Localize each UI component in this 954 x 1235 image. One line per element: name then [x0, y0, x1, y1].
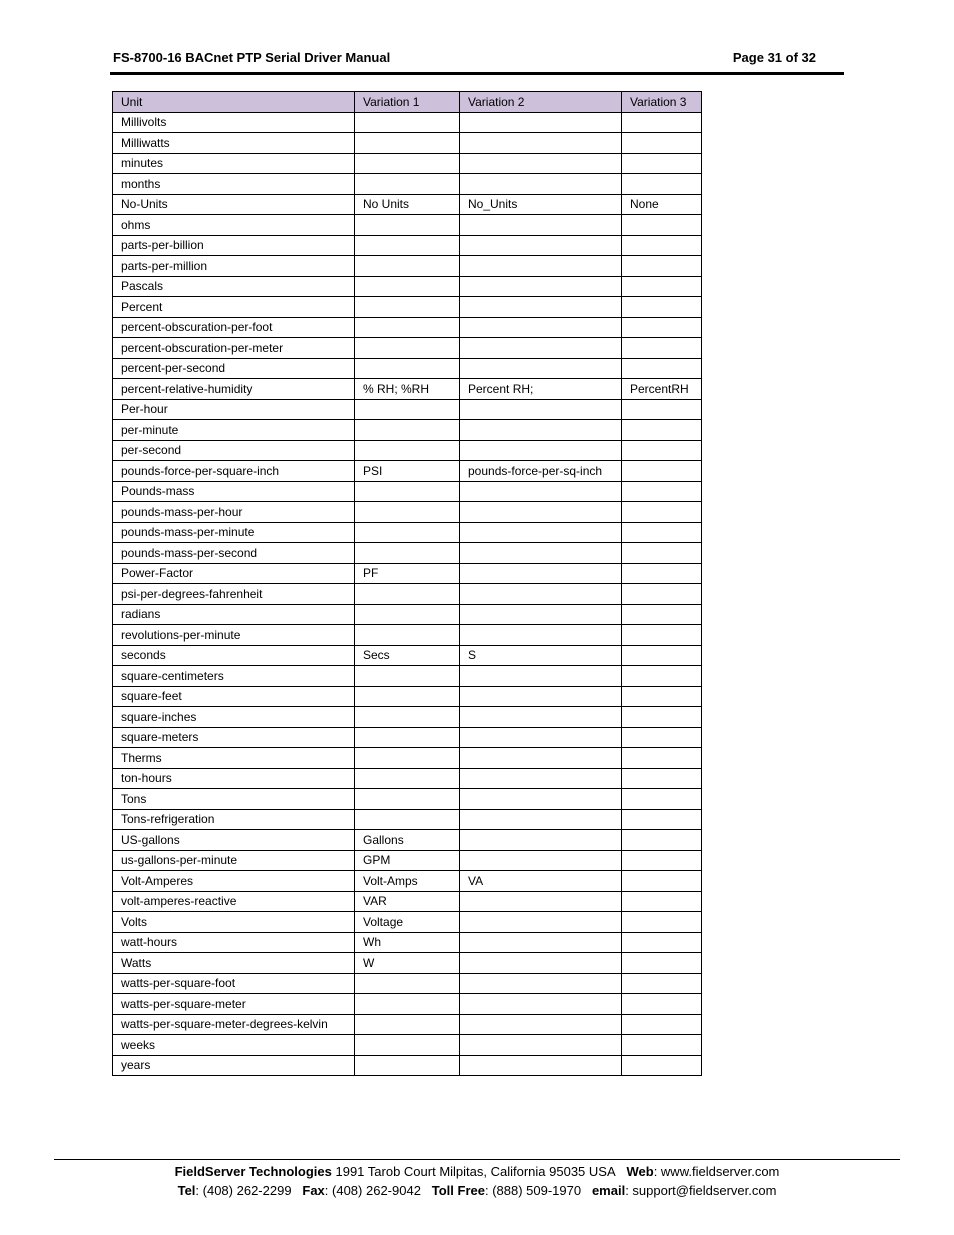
variation-2-cell — [460, 174, 622, 195]
variation-1-cell: % RH; %RH — [355, 379, 460, 400]
unit-cell: pounds-mass-per-hour — [113, 502, 355, 523]
table-row — [113, 830, 702, 851]
variation-3-cell — [622, 850, 702, 871]
unit-cell: Percent — [113, 297, 355, 318]
variation-2-cell — [460, 789, 622, 810]
variation-3-cell — [622, 420, 702, 441]
table-row — [113, 912, 702, 933]
variation-1-cell: PSI — [355, 461, 460, 482]
variation-2-cell — [460, 563, 622, 584]
column-header-unit: Unit — [113, 92, 355, 113]
variation-1-cell — [355, 399, 460, 420]
table-row — [113, 256, 702, 277]
variation-3-cell — [622, 748, 702, 769]
variation-1-cell: Wh — [355, 932, 460, 953]
variation-3-cell — [622, 830, 702, 851]
variation-2-cell — [460, 768, 622, 789]
unit-cell: square-inches — [113, 707, 355, 728]
unit-cell: square-feet — [113, 686, 355, 707]
unit-cell: weeks — [113, 1035, 355, 1056]
variation-1-cell — [355, 707, 460, 728]
table-row — [113, 1035, 702, 1056]
unit-cell: pounds-force-per-square-inch — [113, 461, 355, 482]
variation-2-cell — [460, 994, 622, 1015]
variation-3-cell: PercentRH — [622, 379, 702, 400]
variation-2-cell — [460, 748, 622, 769]
variation-1-cell — [355, 789, 460, 810]
unit-cell: Pascals — [113, 276, 355, 297]
footer-web-label: Web — [626, 1164, 654, 1179]
table-row — [113, 133, 702, 154]
variation-1-cell — [355, 481, 460, 502]
footer-address: 1991 Tarob Court Milpitas, California 95035 USA — [335, 1164, 616, 1179]
variation-3-cell — [622, 686, 702, 707]
table-row — [113, 973, 702, 994]
document-title: FS-8700-16 BACnet PTP Serial Driver Manual — [113, 50, 391, 65]
variation-2-cell — [460, 850, 622, 871]
variation-1-cell — [355, 174, 460, 195]
variation-2-cell — [460, 420, 622, 441]
variation-2-cell — [460, 153, 622, 174]
table-row — [113, 563, 702, 584]
variation-2-cell — [460, 625, 622, 646]
variation-2-cell — [460, 297, 622, 318]
unit-cell: parts-per-million — [113, 256, 355, 277]
unit-cell: Pounds-mass — [113, 481, 355, 502]
table-row — [113, 625, 702, 646]
table-row — [113, 481, 702, 502]
footer-rule — [54, 1159, 900, 1160]
variation-3-cell — [622, 522, 702, 543]
variation-3-cell — [622, 235, 702, 256]
variation-2-cell — [460, 912, 622, 933]
variation-2-cell: pounds-force-per-sq-inch — [460, 461, 622, 482]
variation-3-cell — [622, 440, 702, 461]
variation-3-cell — [622, 153, 702, 174]
variation-1-cell — [355, 420, 460, 441]
variation-3-cell — [622, 912, 702, 933]
unit-cell: Therms — [113, 748, 355, 769]
unit-cell: square-centimeters — [113, 666, 355, 687]
variation-1-cell: No Units — [355, 194, 460, 215]
unit-cell: Milliwatts — [113, 133, 355, 154]
variation-1-cell — [355, 625, 460, 646]
unit-cell: per-second — [113, 440, 355, 461]
header-rule — [110, 72, 844, 75]
variation-1-cell — [355, 543, 460, 564]
footer-tollfree-value: : (888) 509-1970 — [484, 1183, 582, 1198]
table-row — [113, 420, 702, 441]
unit-cell: Volt-Amperes — [113, 871, 355, 892]
unit-cell: watt-hours — [113, 932, 355, 953]
variation-2-cell — [460, 932, 622, 953]
variation-3-cell — [622, 932, 702, 953]
variation-3-cell — [622, 789, 702, 810]
variation-1-cell — [355, 338, 460, 359]
variation-1-cell — [355, 276, 460, 297]
table-row — [113, 707, 702, 728]
variation-3-cell — [622, 625, 702, 646]
variation-2-cell: Percent RH; — [460, 379, 622, 400]
variation-1-cell — [355, 440, 460, 461]
footer-fax-label: Fax — [302, 1183, 325, 1198]
variation-2-cell: No_Units — [460, 194, 622, 215]
variation-2-cell — [460, 112, 622, 133]
table-row — [113, 666, 702, 687]
variation-2-cell — [460, 584, 622, 605]
units-table — [112, 91, 702, 1076]
variation-1-cell — [355, 686, 460, 707]
variation-1-cell — [355, 317, 460, 338]
variation-1-cell — [355, 584, 460, 605]
table-row — [113, 543, 702, 564]
table-row — [113, 276, 702, 297]
variation-3-cell — [622, 256, 702, 277]
table-row — [113, 112, 702, 133]
variation-1-cell: GPM — [355, 850, 460, 871]
variation-3-cell — [622, 215, 702, 236]
table-row — [113, 338, 702, 359]
footer-company: FieldServer Technologies — [174, 1164, 332, 1179]
table-row — [113, 891, 702, 912]
variation-3-cell — [622, 543, 702, 564]
variation-2-cell: S — [460, 645, 622, 666]
variation-3-cell — [622, 768, 702, 789]
unit-cell: Per-hour — [113, 399, 355, 420]
variation-3-cell — [622, 809, 702, 830]
table-row — [113, 153, 702, 174]
variation-1-cell — [355, 133, 460, 154]
variation-3-cell — [622, 604, 702, 625]
variation-3-cell — [622, 727, 702, 748]
footer-tel-value: : (408) 262-2299 — [195, 1183, 292, 1198]
variation-2-cell — [460, 809, 622, 830]
variation-2-cell — [460, 707, 622, 728]
variation-2-cell — [460, 133, 622, 154]
variation-2-cell — [460, 317, 622, 338]
variation-2-cell — [460, 256, 622, 277]
variation-2-cell — [460, 358, 622, 379]
table-row — [113, 379, 702, 400]
table-header-row — [113, 92, 702, 113]
variation-1-cell — [355, 502, 460, 523]
unit-cell: psi-per-degrees-fahrenheit — [113, 584, 355, 605]
table-row — [113, 440, 702, 461]
table-row — [113, 1014, 702, 1035]
variation-3-cell — [622, 707, 702, 728]
table-row — [113, 174, 702, 195]
footer-fax-value: : (408) 262-9042 — [324, 1183, 421, 1198]
unit-cell: years — [113, 1055, 355, 1076]
unit-cell: watts-per-square-meter-degrees-kelvin — [113, 1014, 355, 1035]
variation-1-cell — [355, 973, 460, 994]
variation-1-cell — [355, 1055, 460, 1076]
table-row — [113, 932, 702, 953]
variation-3-cell — [622, 317, 702, 338]
unit-cell: Volts — [113, 912, 355, 933]
variation-3-cell — [622, 399, 702, 420]
unit-cell: Tons-refrigeration — [113, 809, 355, 830]
variation-3-cell — [622, 297, 702, 318]
table-row — [113, 686, 702, 707]
variation-2-cell — [460, 973, 622, 994]
variation-3-cell — [622, 973, 702, 994]
table-row — [113, 297, 702, 318]
variation-2-cell — [460, 522, 622, 543]
variation-2-cell — [460, 215, 622, 236]
variation-3-cell — [622, 584, 702, 605]
unit-cell: watts-per-square-meter — [113, 994, 355, 1015]
variation-3-cell — [622, 1014, 702, 1035]
table-row — [113, 871, 702, 892]
variation-1-cell: Secs — [355, 645, 460, 666]
unit-cell: percent-per-second — [113, 358, 355, 379]
variation-2-cell — [460, 727, 622, 748]
footer-email-value: : support@fieldserver.com — [625, 1183, 777, 1198]
table-row — [113, 748, 702, 769]
table-row — [113, 994, 702, 1015]
variation-1-cell: Volt-Amps — [355, 871, 460, 892]
variation-3-cell — [622, 112, 702, 133]
table-row — [113, 604, 702, 625]
unit-cell: percent-relative-humidity — [113, 379, 355, 400]
column-header-variation-1: Variation 1 — [355, 92, 460, 113]
variation-2-cell — [460, 1014, 622, 1035]
variation-1-cell — [355, 153, 460, 174]
variation-1-cell — [355, 809, 460, 830]
variation-3-cell — [622, 645, 702, 666]
table-row — [113, 584, 702, 605]
unit-cell: US-gallons — [113, 830, 355, 851]
footer-line-1 — [54, 1164, 900, 1179]
variation-1-cell — [355, 1014, 460, 1035]
table-row — [113, 522, 702, 543]
variation-3-cell — [622, 461, 702, 482]
variation-3-cell — [622, 994, 702, 1015]
variation-1-cell: Gallons — [355, 830, 460, 851]
variation-1-cell — [355, 727, 460, 748]
units-table-body — [113, 112, 702, 1076]
unit-cell: minutes — [113, 153, 355, 174]
variation-3-cell — [622, 1055, 702, 1076]
unit-cell: per-minute — [113, 420, 355, 441]
variation-2-cell — [460, 440, 622, 461]
variation-2-cell — [460, 666, 622, 687]
variation-2-cell — [460, 502, 622, 523]
table-row — [113, 645, 702, 666]
variation-2-cell — [460, 686, 622, 707]
unit-cell: percent-obscuration-per-foot — [113, 317, 355, 338]
variation-3-cell — [622, 338, 702, 359]
unit-cell: Power-Factor — [113, 563, 355, 584]
table-row — [113, 194, 702, 215]
column-header-variation-2: Variation 2 — [460, 92, 622, 113]
variation-2-cell — [460, 543, 622, 564]
variation-1-cell: VAR — [355, 891, 460, 912]
variation-1-cell — [355, 748, 460, 769]
table-row — [113, 461, 702, 482]
unit-cell: volt-amperes-reactive — [113, 891, 355, 912]
variation-1-cell — [355, 768, 460, 789]
variation-3-cell — [622, 174, 702, 195]
table-row — [113, 727, 702, 748]
variation-1-cell — [355, 604, 460, 625]
variation-3-cell — [622, 666, 702, 687]
footer-web-value: : www.fieldserver.com — [653, 1164, 780, 1179]
variation-3-cell — [622, 276, 702, 297]
variation-2-cell: VA — [460, 871, 622, 892]
unit-cell: pounds-mass-per-minute — [113, 522, 355, 543]
variation-1-cell — [355, 235, 460, 256]
unit-cell: ohms — [113, 215, 355, 236]
table-row — [113, 399, 702, 420]
table-row — [113, 502, 702, 523]
variation-2-cell — [460, 891, 622, 912]
table-row — [113, 768, 702, 789]
variation-3-cell — [622, 358, 702, 379]
unit-cell: Millivolts — [113, 112, 355, 133]
table-row — [113, 235, 702, 256]
variation-3-cell — [622, 953, 702, 974]
variation-3-cell — [622, 563, 702, 584]
footer-line-2 — [54, 1183, 900, 1198]
variation-2-cell — [460, 953, 622, 974]
variation-2-cell — [460, 338, 622, 359]
variation-3-cell — [622, 502, 702, 523]
variation-2-cell — [460, 235, 622, 256]
variation-3-cell — [622, 133, 702, 154]
variation-2-cell — [460, 1035, 622, 1056]
variation-1-cell — [355, 522, 460, 543]
variation-1-cell: W — [355, 953, 460, 974]
footer-tel-label: Tel — [177, 1183, 196, 1198]
variation-1-cell — [355, 358, 460, 379]
variation-1-cell — [355, 215, 460, 236]
footer-email-label: email — [591, 1183, 626, 1198]
variation-2-cell — [460, 1055, 622, 1076]
variation-1-cell — [355, 994, 460, 1015]
page-number: Page 31 of 32 — [732, 50, 816, 65]
unit-cell: revolutions-per-minute — [113, 625, 355, 646]
table-row — [113, 809, 702, 830]
variation-1-cell — [355, 297, 460, 318]
unit-cell: watts-per-square-foot — [113, 973, 355, 994]
variation-3-cell — [622, 891, 702, 912]
variation-3-cell: None — [622, 194, 702, 215]
variation-2-cell — [460, 830, 622, 851]
variation-1-cell: PF — [355, 563, 460, 584]
unit-cell: radians — [113, 604, 355, 625]
variation-3-cell — [622, 481, 702, 502]
unit-cell: percent-obscuration-per-meter — [113, 338, 355, 359]
variation-3-cell — [622, 1035, 702, 1056]
variation-2-cell — [460, 399, 622, 420]
column-header-variation-3: Variation 3 — [622, 92, 702, 113]
table-row — [113, 317, 702, 338]
unit-cell: us-gallons-per-minute — [113, 850, 355, 871]
unit-cell: ton-hours — [113, 768, 355, 789]
unit-cell: square-meters — [113, 727, 355, 748]
table-row — [113, 358, 702, 379]
unit-cell: Tons — [113, 789, 355, 810]
table-row — [113, 789, 702, 810]
variation-2-cell — [460, 276, 622, 297]
variation-1-cell — [355, 666, 460, 687]
unit-cell: months — [113, 174, 355, 195]
table-row — [113, 953, 702, 974]
unit-cell: Watts — [113, 953, 355, 974]
variation-3-cell — [622, 871, 702, 892]
variation-2-cell — [460, 604, 622, 625]
footer-tollfree-label: Toll Free — [431, 1183, 485, 1198]
unit-cell: pounds-mass-per-second — [113, 543, 355, 564]
variation-1-cell — [355, 256, 460, 277]
variation-1-cell: Voltage — [355, 912, 460, 933]
table-row — [113, 1055, 702, 1076]
unit-cell: parts-per-billion — [113, 235, 355, 256]
unit-cell: seconds — [113, 645, 355, 666]
unit-cell: No-Units — [113, 194, 355, 215]
variation-1-cell — [355, 1035, 460, 1056]
variation-1-cell — [355, 112, 460, 133]
table-row — [113, 215, 702, 236]
table-row — [113, 850, 702, 871]
variation-2-cell — [460, 481, 622, 502]
